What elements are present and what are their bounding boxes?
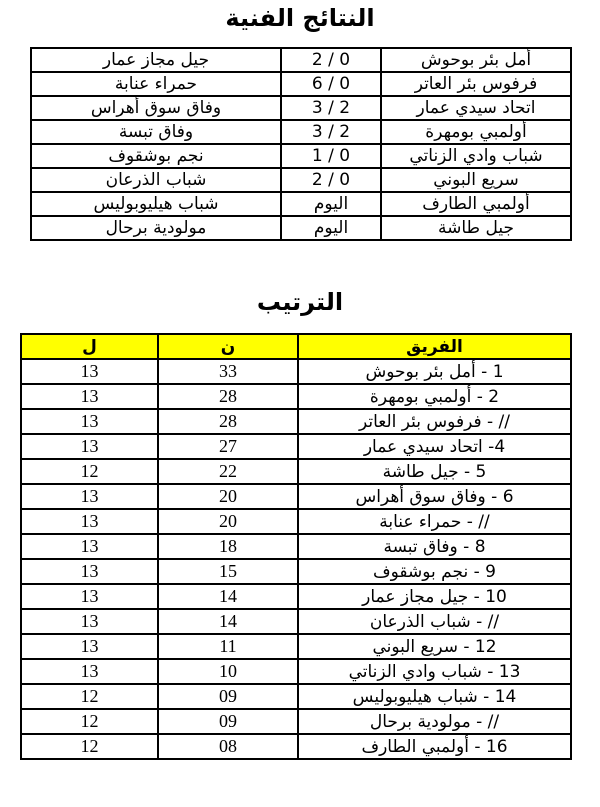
home-team-cell: أولمبي الطارف — [381, 192, 571, 216]
standings-table — [20, 333, 572, 760]
team-cell: 6 - وفاق سوق أهراس — [298, 484, 571, 509]
away-team-cell: وفاق سوق أهراس — [31, 96, 281, 120]
played-header: ل — [21, 334, 158, 359]
away-team-cell: وفاق تبسة — [31, 120, 281, 144]
result-row — [31, 144, 571, 168]
team-cell: 4- اتحاد سيدي عمار — [298, 434, 571, 459]
played-cell: 13 — [21, 359, 158, 384]
played-cell: 12 — [21, 459, 158, 484]
standings-row — [21, 534, 571, 559]
points-header: ن — [158, 334, 298, 359]
points-cell: 28 — [158, 384, 298, 409]
away-team-cell: شباب هيليوبوليس — [31, 192, 281, 216]
home-team-cell: جيل طاشة — [381, 216, 571, 240]
played-cell: 13 — [21, 434, 158, 459]
standings-row — [21, 484, 571, 509]
standings-row — [21, 359, 571, 384]
team-cell: // - فرفوس بئر العاتر — [298, 409, 571, 434]
standings-row — [21, 509, 571, 534]
team-cell: 8 - وفاق تبسة — [298, 534, 571, 559]
score-cell: 2 / 0 — [281, 48, 381, 72]
away-team-cell: حمراء عنابة — [31, 72, 281, 96]
team-cell: // - حمراء عنابة — [298, 509, 571, 534]
away-team-cell: نجم بوشقوف — [31, 144, 281, 168]
played-cell: 13 — [21, 384, 158, 409]
score-cell: 2 / 0 — [281, 168, 381, 192]
standings-row — [21, 684, 571, 709]
team-cell: // - شباب الذرعان — [298, 609, 571, 634]
played-cell: 13 — [21, 584, 158, 609]
played-cell: 13 — [21, 509, 158, 534]
score-cell: اليوم — [281, 192, 381, 216]
result-row — [31, 72, 571, 96]
played-cell: 13 — [21, 559, 158, 584]
score-cell: 6 / 0 — [281, 72, 381, 96]
team-cell: 12 - سريع البوني — [298, 634, 571, 659]
home-team-cell: أمل بئر بوحوش — [381, 48, 571, 72]
played-cell: 13 — [21, 659, 158, 684]
played-cell: 13 — [21, 609, 158, 634]
home-team-cell: أولمبي بومهرة — [381, 120, 571, 144]
home-team-cell: فرفوس بئر العاتر — [381, 72, 571, 96]
standings-header-row — [21, 334, 571, 359]
points-cell: 14 — [158, 609, 298, 634]
home-team-cell: شباب وادي الزناتي — [381, 144, 571, 168]
points-cell: 20 — [158, 509, 298, 534]
standings-row — [21, 709, 571, 734]
result-row — [31, 96, 571, 120]
home-team-cell: سريع البوني — [381, 168, 571, 192]
team-cell: 14 - شباب هيليوبوليس — [298, 684, 571, 709]
points-cell: 09 — [158, 684, 298, 709]
points-cell: 33 — [158, 359, 298, 384]
points-cell: 20 — [158, 484, 298, 509]
points-cell: 28 — [158, 409, 298, 434]
points-cell: 11 — [158, 634, 298, 659]
team-cell: 13 - شباب وادي الزناتي — [298, 659, 571, 684]
standings-row — [21, 384, 571, 409]
team-cell: 1 - أمل بئر بوحوش — [298, 359, 571, 384]
standings-row — [21, 559, 571, 584]
results-table — [30, 47, 572, 241]
result-row — [31, 216, 571, 240]
score-cell: 3 / 2 — [281, 120, 381, 144]
standings-row — [21, 659, 571, 684]
result-row — [31, 48, 571, 72]
standings-row — [21, 409, 571, 434]
score-cell: 1 / 0 — [281, 144, 381, 168]
played-cell: 12 — [21, 684, 158, 709]
standings-row — [21, 609, 571, 634]
score-cell: اليوم — [281, 216, 381, 240]
result-row — [31, 120, 571, 144]
result-row — [31, 168, 571, 192]
team-cell: // - مولودية برحال — [298, 709, 571, 734]
team-header: الفريق — [298, 334, 571, 359]
home-team-cell: اتحاد سيدي عمار — [381, 96, 571, 120]
points-cell: 10 — [158, 659, 298, 684]
points-cell: 18 — [158, 534, 298, 559]
played-cell: 13 — [21, 634, 158, 659]
away-team-cell: شباب الذرعان — [31, 168, 281, 192]
result-row — [31, 192, 571, 216]
played-cell: 13 — [21, 534, 158, 559]
points-cell: 27 — [158, 434, 298, 459]
points-cell: 14 — [158, 584, 298, 609]
standings-row — [21, 634, 571, 659]
points-cell: 09 — [158, 709, 298, 734]
away-team-cell: جيل مجاز عمار — [31, 48, 281, 72]
standings-title: الترتيب — [256, 288, 344, 316]
standings-row — [21, 734, 571, 759]
team-cell: 16 - أولمبي الطارف — [298, 734, 571, 759]
points-cell: 08 — [158, 734, 298, 759]
team-cell: 10 - جيل مجاز عمار — [298, 584, 571, 609]
played-cell: 12 — [21, 734, 158, 759]
team-cell: 5 - جيل طاشة — [298, 459, 571, 484]
standings-row — [21, 584, 571, 609]
score-cell: 3 / 2 — [281, 96, 381, 120]
played-cell: 13 — [21, 484, 158, 509]
points-cell: 15 — [158, 559, 298, 584]
played-cell: 13 — [21, 409, 158, 434]
played-cell: 12 — [21, 709, 158, 734]
points-cell: 22 — [158, 459, 298, 484]
team-cell: 2 - أولمبي بومهرة — [298, 384, 571, 409]
standings-row — [21, 434, 571, 459]
standings-row — [21, 459, 571, 484]
results-title: النتائج الفنية — [225, 4, 375, 32]
team-cell: 9 - نجم بوشقوف — [298, 559, 571, 584]
away-team-cell: مولودية برحال — [31, 216, 281, 240]
